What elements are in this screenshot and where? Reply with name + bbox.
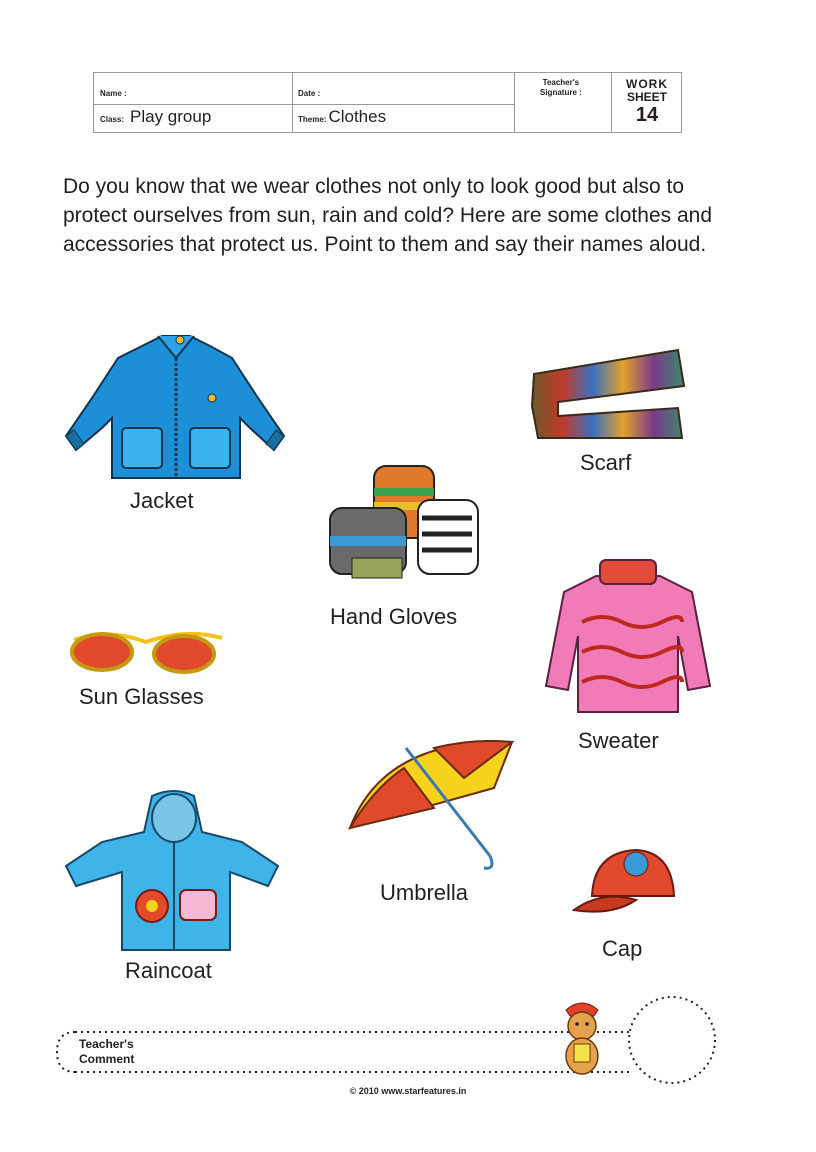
scarf-label: Scarf (580, 450, 632, 475)
copyright-footer: © 2010 www.starfeatures.in (349, 1086, 467, 1096)
name-label: Name : (100, 89, 127, 98)
cap-icon (572, 846, 678, 922)
worksheet-header (93, 72, 682, 133)
theme-label: Theme: (298, 115, 327, 124)
theme-field (298, 107, 386, 127)
class-field (100, 107, 211, 127)
teacher-signature-label-2: Signature : (540, 88, 582, 97)
worksheet-word-sheet: SHEET (626, 90, 667, 104)
teacher-comment-label (79, 1037, 134, 1067)
sweater-label: Sweater (578, 728, 659, 753)
cap-label: Cap (602, 936, 643, 961)
raincoat-icon (62, 786, 282, 958)
teddy-bear-icon (556, 1000, 608, 1080)
raincoat-label: Raincoat (125, 958, 212, 983)
teacher-comment-box (55, 1028, 635, 1076)
class-value: Play group (130, 107, 212, 126)
teacher-comment-label-2: Comment (79, 1052, 135, 1066)
jacket-icon (62, 328, 290, 488)
jacket-label: Jacket (130, 488, 194, 513)
umbrella-label: Umbrella (380, 880, 469, 905)
class-label: Class: (100, 115, 125, 124)
scarf-icon (528, 346, 688, 442)
intro-paragraph: Do you know that we wear clothes not only to look good but also to protect ourselves from sun, rain and cold? Here are some clothes and accessories that protect us. Point to them and say their names aloud. (63, 175, 713, 256)
theme-value: Clothes (328, 107, 387, 126)
sweater-icon (542, 556, 714, 720)
worksheet-word-work: WORK (626, 77, 668, 91)
sun-glasses-label: Sun Glasses (79, 684, 204, 709)
worksheet-number: 14 (635, 104, 659, 126)
name-field[interactable] (100, 83, 127, 101)
date-field[interactable] (298, 83, 320, 101)
worksheet-badge (612, 77, 682, 126)
sun-glasses-icon (68, 620, 228, 680)
teacher-signature-label-1: Teacher's (542, 78, 580, 87)
hand-gloves-label: Hand Gloves (330, 604, 458, 629)
teacher-signature-field[interactable] (540, 78, 582, 98)
hand-gloves-icon (322, 458, 486, 588)
teacher-comment-label-1: Teacher's (79, 1037, 134, 1051)
date-label: Date : (298, 89, 321, 98)
dotted-circle (626, 994, 718, 1086)
umbrella-icon (344, 728, 516, 876)
